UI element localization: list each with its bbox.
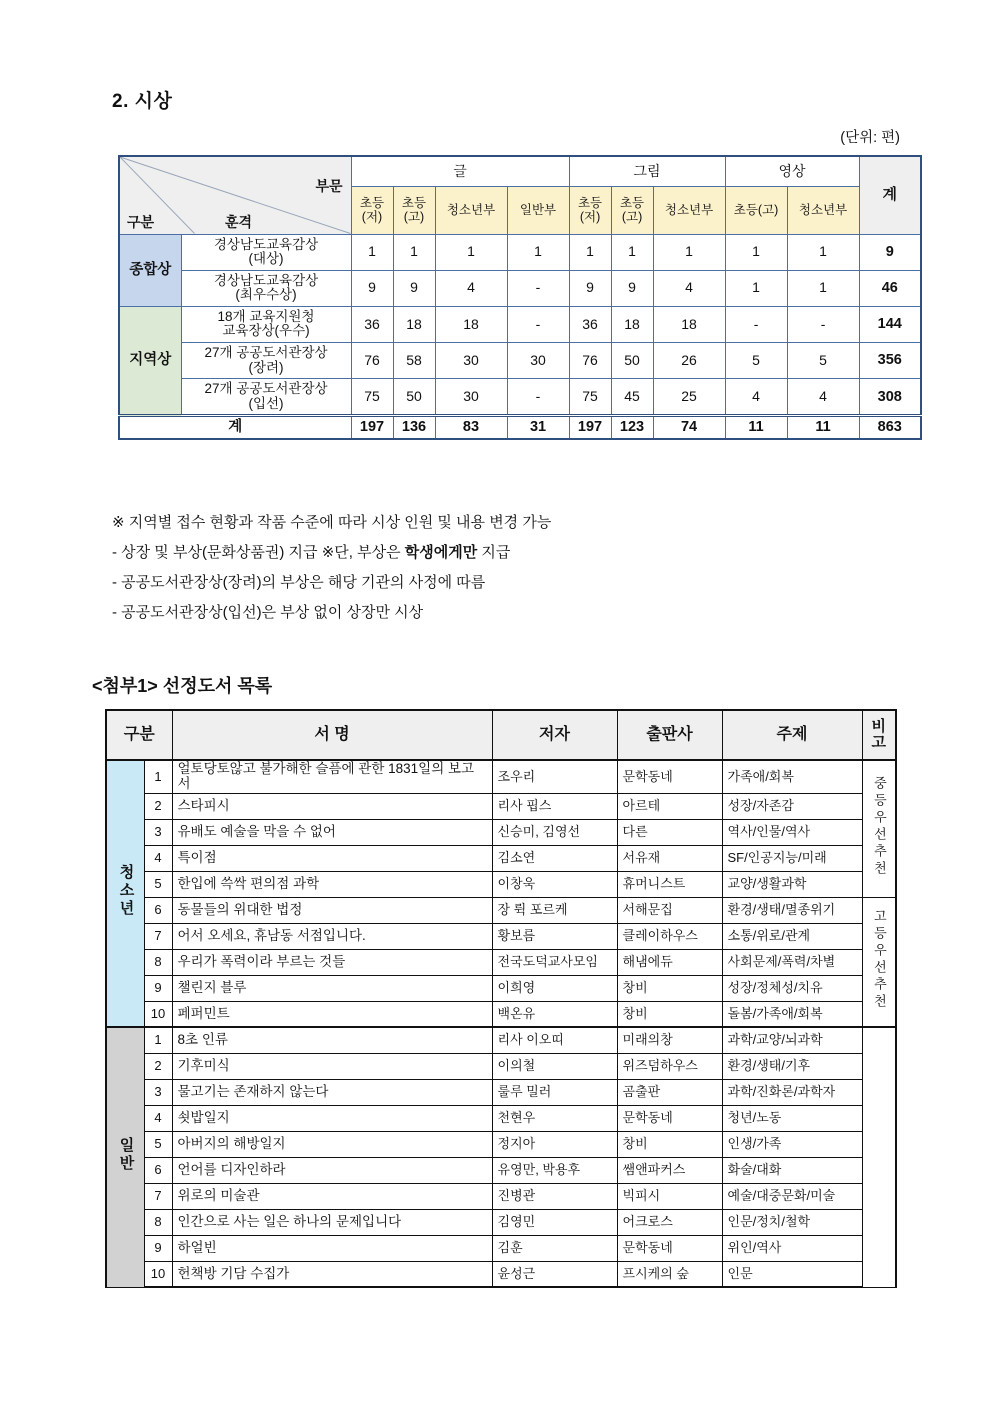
award-value: 30 <box>507 342 569 378</box>
subheader-geurim-teen: 청소년부 <box>653 186 725 234</box>
note-item: - 공공도서관장상(입선)은 부상 없이 상장만 시상 <box>112 604 424 621</box>
book-topic: 교양/생활과학 <box>722 871 862 897</box>
book-section-label-teen <box>106 760 144 1027</box>
subheader-geul-teen: 청소년부 <box>435 186 507 234</box>
award-value: 25 <box>653 379 725 416</box>
award-total-label: 계 <box>119 416 351 439</box>
book-remark-empty <box>862 1027 896 1287</box>
book-author: 룰루 밀러 <box>492 1079 617 1105</box>
hungyeok-line1: 27개 공공도서관장상 <box>204 344 328 360</box>
corner-label-hungyeok: 훈격 <box>225 213 253 230</box>
book-author: 장 뤽 포르케 <box>492 897 617 923</box>
book-table-body <box>106 760 896 1287</box>
book-no: 5 <box>144 871 172 897</box>
book-row <box>106 923 896 949</box>
book-row <box>106 1157 896 1183</box>
book-row <box>106 975 896 1001</box>
book-topic: 과학/교양/뇌과학 <box>722 1027 862 1053</box>
award-row-total: 9 <box>859 234 921 270</box>
book-no: 2 <box>144 793 172 819</box>
award-row <box>119 379 921 416</box>
book-publisher: 프시케의 숲 <box>617 1261 722 1287</box>
award-value: 1 <box>787 270 859 306</box>
book-author: 김영민 <box>492 1209 617 1235</box>
book-no: 6 <box>144 897 172 923</box>
award-hungyeok <box>181 342 351 378</box>
award-value: 58 <box>393 342 435 378</box>
book-no: 5 <box>144 1131 172 1157</box>
award-value: 76 <box>351 342 393 378</box>
book-title: 페퍼민트 <box>172 1001 492 1027</box>
notes-list <box>112 508 551 628</box>
book-publisher: 서해문집 <box>617 897 722 923</box>
book-title: 8초 인류 <box>172 1027 492 1053</box>
award-total-value: 11 <box>787 416 859 439</box>
book-title: 물고기는 존재하지 않는다 <box>172 1079 492 1105</box>
award-value: 36 <box>351 306 393 342</box>
remark-text: 고등우선추천 <box>871 909 887 1012</box>
book-row <box>106 1183 896 1209</box>
book-no: 4 <box>144 845 172 871</box>
award-value: 1 <box>435 234 507 270</box>
award-row-total: 356 <box>859 342 921 378</box>
book-row <box>106 1001 896 1027</box>
award-value: 30 <box>435 379 507 416</box>
remark-text: 중등우선추천 <box>871 776 887 879</box>
book-no: 8 <box>144 949 172 975</box>
note-item: ※ 지역별 접수 현황과 작품 수준에 따라 시상 인원 및 내용 변경 가능 <box>112 514 552 531</box>
book-header-author: 저자 <box>492 710 617 760</box>
book-topic: 예술/대중문화/미술 <box>722 1183 862 1209</box>
book-topic: 성장/자존감 <box>722 793 862 819</box>
book-header-title: 서 명 <box>172 710 492 760</box>
book-table-head <box>106 710 896 760</box>
book-row <box>106 1131 896 1157</box>
award-table-head <box>119 156 921 234</box>
award-hungyeok <box>181 379 351 416</box>
book-title: 기후미식 <box>172 1053 492 1079</box>
book-publisher: 해냄에듀 <box>617 949 722 975</box>
book-header-publisher: 출판사 <box>617 710 722 760</box>
book-topic: 화술/대화 <box>722 1157 862 1183</box>
book-topic: 인문/정치/철학 <box>722 1209 862 1235</box>
book-header-row <box>106 710 896 760</box>
award-value: 50 <box>393 379 435 416</box>
book-author: 이희영 <box>492 975 617 1001</box>
book-no: 10 <box>144 1001 172 1027</box>
award-total-value: 197 <box>569 416 611 439</box>
book-row <box>106 1079 896 1105</box>
corner-label-bumun: 부문 <box>315 178 343 194</box>
book-publisher: 미래의창 <box>617 1027 722 1053</box>
hungyeok-line1: 경상남도교육감상 <box>213 272 319 288</box>
book-no: 3 <box>144 819 172 845</box>
hungyeok-line2: (장려) <box>248 359 284 375</box>
book-no: 10 <box>144 1261 172 1287</box>
award-value: - <box>787 306 859 342</box>
book-publisher: 빅피시 <box>617 1183 722 1209</box>
book-header-topic: 주제 <box>722 710 862 760</box>
book-title: 특이점 <box>172 845 492 871</box>
book-author: 조우리 <box>492 760 617 793</box>
group-header-yeongsang: 영상 <box>725 156 859 186</box>
book-row <box>106 949 896 975</box>
attachment-title: <첨부1> 선정도서 목록 <box>92 676 273 696</box>
book-author: 윤성근 <box>492 1261 617 1287</box>
book-publisher: 서유재 <box>617 845 722 871</box>
award-value: 75 <box>569 379 611 416</box>
book-publisher: 쌤앤파커스 <box>617 1157 722 1183</box>
award-value: 9 <box>393 270 435 306</box>
book-list-table <box>105 709 897 1288</box>
award-value: - <box>725 306 787 342</box>
book-row <box>106 845 896 871</box>
award-value: 1 <box>351 234 393 270</box>
book-author: 이의철 <box>492 1053 617 1079</box>
book-header-remark: 비 고 <box>862 710 896 760</box>
book-topic: 청년/노동 <box>722 1105 862 1131</box>
corner-cell <box>119 156 351 234</box>
corner-label-gubun: 구분 <box>127 213 155 230</box>
book-title: 어서 오세요, 휴남동 서점입니다. <box>172 923 492 949</box>
award-value: 9 <box>569 270 611 306</box>
award-value: 1 <box>393 234 435 270</box>
award-value: 18 <box>435 306 507 342</box>
section-label-text: 일반 <box>117 1137 135 1174</box>
book-topic: SF/인공지능/미래 <box>722 845 862 871</box>
book-author: 황보름 <box>492 923 617 949</box>
book-table-wrapper <box>105 709 895 1288</box>
book-author: 김훈 <box>492 1235 617 1261</box>
award-value: 9 <box>611 270 653 306</box>
book-author: 김소연 <box>492 845 617 871</box>
book-author: 천현우 <box>492 1105 617 1131</box>
award-value: 26 <box>653 342 725 378</box>
book-no: 6 <box>144 1157 172 1183</box>
award-total-row <box>119 416 921 439</box>
award-group-label-jonghap: 종합상 <box>119 234 181 306</box>
award-value: 1 <box>787 234 859 270</box>
hungyeok-line2: (최우수상) <box>235 287 297 303</box>
group-header-geul: 글 <box>351 156 569 186</box>
award-value: 36 <box>569 306 611 342</box>
book-title: 언어를 디자인하라 <box>172 1157 492 1183</box>
note-item <box>112 538 551 568</box>
book-title: 스타피시 <box>172 793 492 819</box>
note-text-before: - 상장 및 부상(문화상품권) 지급 ※단, 부상은 <box>112 544 405 561</box>
subheader-yeongsang-elem-high: 초등(고) <box>725 186 787 234</box>
award-value: 30 <box>435 342 507 378</box>
award-value: 18 <box>611 306 653 342</box>
award-table <box>118 155 922 440</box>
book-author: 이창욱 <box>492 871 617 897</box>
book-title: 하얼빈 <box>172 1235 492 1261</box>
book-title: 위로의 미술관 <box>172 1183 492 1209</box>
book-no: 3 <box>144 1079 172 1105</box>
book-author: 정지아 <box>492 1131 617 1157</box>
book-publisher: 곰출판 <box>617 1079 722 1105</box>
book-title: 아버지의 해방일지 <box>172 1131 492 1157</box>
award-group-label-jiyeok: 지역상 <box>119 306 181 415</box>
book-topic: 역사/인물/역사 <box>722 819 862 845</box>
hungyeok-line2: 교육장상(우수) <box>222 323 310 339</box>
book-author: 전국도덕교사모임 <box>492 949 617 975</box>
book-section-label-general <box>106 1027 144 1287</box>
note-text-bold: 학생에게만 <box>404 544 478 561</box>
book-remark-high <box>862 897 896 1027</box>
book-row <box>106 1027 896 1053</box>
book-topic: 돌봄/가족애/회복 <box>722 1001 862 1027</box>
book-author: 유영만, 박용후 <box>492 1157 617 1183</box>
award-total-value: 123 <box>611 416 653 439</box>
award-value: - <box>507 379 569 416</box>
award-row <box>119 306 921 342</box>
book-publisher: 창비 <box>617 1131 722 1157</box>
book-topic: 환경/생태/기후 <box>722 1053 862 1079</box>
book-topic: 가족애/회복 <box>722 760 862 793</box>
award-grand-total: 863 <box>859 416 921 439</box>
book-no: 7 <box>144 1183 172 1209</box>
award-value: 4 <box>435 270 507 306</box>
award-value: 9 <box>351 270 393 306</box>
award-hungyeok <box>181 306 351 342</box>
section-title: 2. 시상 <box>112 91 173 112</box>
book-title: 유배도 예술을 막을 수 없어 <box>172 819 492 845</box>
subheader-geul-general: 일반부 <box>507 186 569 234</box>
award-total-value: 136 <box>393 416 435 439</box>
award-row-total: 308 <box>859 379 921 416</box>
award-value: - <box>507 306 569 342</box>
book-author: 리사 이오띠 <box>492 1027 617 1053</box>
book-row <box>106 1261 896 1287</box>
subheader-geul-elem-high: 초등 (고) <box>393 186 435 234</box>
book-author: 신승미, 김영선 <box>492 819 617 845</box>
award-table-wrapper <box>118 155 902 440</box>
note-text-after: 지급 <box>477 544 511 561</box>
book-title: 우리가 폭력이라 부르는 것들 <box>172 949 492 975</box>
subheader-yeongsang-teen: 청소년부 <box>787 186 859 234</box>
book-row <box>106 793 896 819</box>
book-publisher: 문학동네 <box>617 1235 722 1261</box>
award-row <box>119 234 921 270</box>
award-value: 75 <box>351 379 393 416</box>
book-title: 쇳밥일지 <box>172 1105 492 1131</box>
book-author: 진병관 <box>492 1183 617 1209</box>
award-header-row-1 <box>119 156 921 186</box>
hungyeok-line2: (대상) <box>248 251 284 267</box>
hungyeok-line1: 경상남도교육감상 <box>213 236 319 252</box>
book-row <box>106 897 896 923</box>
unit-note: (단위: 편) <box>840 130 900 146</box>
book-topic: 인생/가족 <box>722 1131 862 1157</box>
group-header-geurim: 그림 <box>569 156 725 186</box>
subheader-geul-elem-low: 초등 (저) <box>351 186 393 234</box>
book-title: 챌린지 블루 <box>172 975 492 1001</box>
book-publisher: 휴머니스트 <box>617 871 722 897</box>
book-row <box>106 819 896 845</box>
award-value: 4 <box>787 379 859 416</box>
book-row <box>106 1209 896 1235</box>
book-row <box>106 1053 896 1079</box>
note-item: - 공공도서관장상(장려)의 부상은 해당 기관의 사정에 따름 <box>112 574 486 591</box>
award-hungyeok <box>181 270 351 306</box>
book-publisher: 창비 <box>617 1001 722 1027</box>
book-title: 헌책방 기담 수집가 <box>172 1261 492 1287</box>
hungyeok-line2: (입선) <box>248 395 284 411</box>
award-value: 1 <box>569 234 611 270</box>
subheader-geurim-elem-high: 초등 (고) <box>611 186 653 234</box>
book-publisher: 창비 <box>617 975 722 1001</box>
book-title: 동물들의 위대한 법정 <box>172 897 492 923</box>
award-value: 5 <box>725 342 787 378</box>
book-topic: 성장/정체성/치유 <box>722 975 862 1001</box>
award-total-value: 31 <box>507 416 569 439</box>
award-value: - <box>507 270 569 306</box>
award-hungyeok <box>181 234 351 270</box>
section-label-text: 청소년 <box>117 864 135 919</box>
subheader-geurim-elem-low: 초등 (저) <box>569 186 611 234</box>
award-value: 76 <box>569 342 611 378</box>
book-topic: 사회문제/폭력/차별 <box>722 949 862 975</box>
award-total-value: 74 <box>653 416 725 439</box>
book-publisher: 문학동네 <box>617 1105 722 1131</box>
award-row-total: 144 <box>859 306 921 342</box>
award-value: 45 <box>611 379 653 416</box>
book-publisher: 위즈덤하우스 <box>617 1053 722 1079</box>
award-value: 1 <box>611 234 653 270</box>
book-no: 9 <box>144 975 172 1001</box>
award-value: 4 <box>725 379 787 416</box>
book-no: 8 <box>144 1209 172 1235</box>
book-publisher: 클레이하우스 <box>617 923 722 949</box>
book-publisher: 아르테 <box>617 793 722 819</box>
group-header-total: 계 <box>859 156 921 234</box>
book-row <box>106 1105 896 1131</box>
book-publisher: 어크로스 <box>617 1209 722 1235</box>
book-row <box>106 871 896 897</box>
book-topic: 과학/진화론/과학자 <box>722 1079 862 1105</box>
book-author: 백온유 <box>492 1001 617 1027</box>
book-no: 4 <box>144 1105 172 1131</box>
award-value: 5 <box>787 342 859 378</box>
book-topic: 소통/위로/관계 <box>722 923 862 949</box>
book-title: 한입에 쓱싹 편의점 과학 <box>172 871 492 897</box>
book-remark-middle <box>862 760 896 897</box>
award-value: 50 <box>611 342 653 378</box>
hungyeok-line1: 18개 교육지원청 <box>217 308 315 324</box>
award-row <box>119 342 921 378</box>
book-topic: 인문 <box>722 1261 862 1287</box>
award-value: 1 <box>653 234 725 270</box>
award-row-total: 46 <box>859 270 921 306</box>
book-no: 1 <box>144 1027 172 1053</box>
award-total-value: 11 <box>725 416 787 439</box>
book-no: 1 <box>144 760 172 793</box>
book-title: 인간으로 사는 일은 하나의 문제입니다 <box>172 1209 492 1235</box>
award-value: 18 <box>653 306 725 342</box>
book-no: 2 <box>144 1053 172 1079</box>
award-row <box>119 270 921 306</box>
award-value: 1 <box>725 234 787 270</box>
book-row <box>106 1235 896 1261</box>
book-publisher: 다른 <box>617 819 722 845</box>
book-topic: 위인/역사 <box>722 1235 862 1261</box>
book-title: 얼토당토않고 불가해한 슬픔에 관한 1831일의 보고서 <box>172 760 492 793</box>
book-no: 7 <box>144 923 172 949</box>
award-total-value: 197 <box>351 416 393 439</box>
award-table-body <box>119 234 921 439</box>
book-publisher: 문학동네 <box>617 760 722 793</box>
award-total-value: 83 <box>435 416 507 439</box>
book-header-gubun: 구분 <box>106 710 172 760</box>
award-value: 4 <box>653 270 725 306</box>
award-value: 1 <box>507 234 569 270</box>
award-value: 1 <box>725 270 787 306</box>
book-no: 9 <box>144 1235 172 1261</box>
book-author: 리사 핍스 <box>492 793 617 819</box>
award-value: 18 <box>393 306 435 342</box>
hungyeok-line1: 27개 공공도서관장상 <box>204 381 328 397</box>
book-row <box>106 760 896 793</box>
book-topic: 환경/생태/멸종위기 <box>722 897 862 923</box>
